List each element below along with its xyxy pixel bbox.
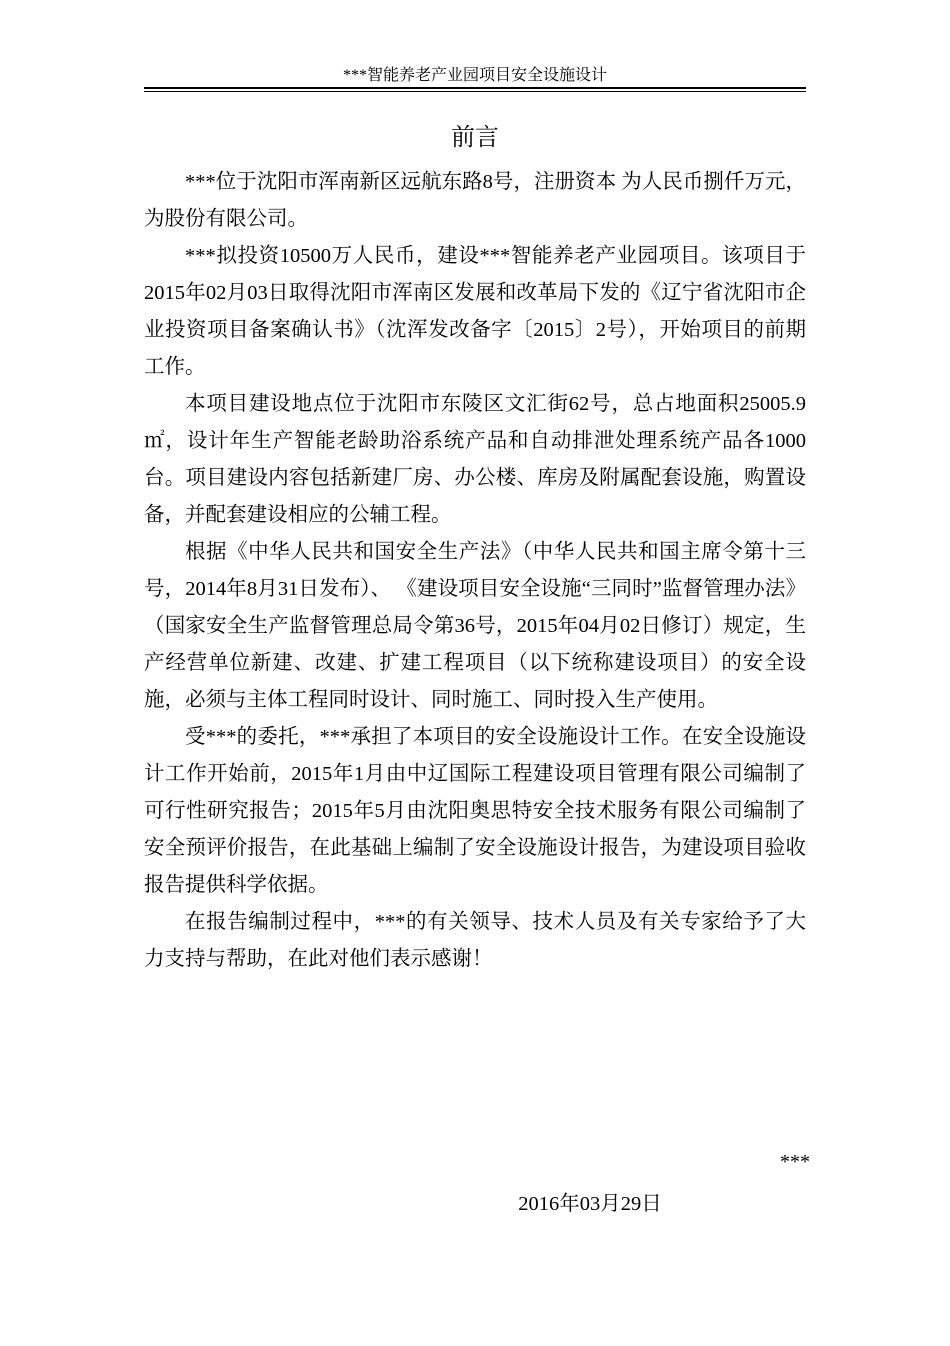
header-rule-thick xyxy=(144,87,806,89)
paragraph-investment: ***拟投资10500万人民币，建设***智能养老产业园项目。该项目于2015年02月03日取得沈阳市浑南区发展和改革局下发的《辽宁省沈阳市企业投资项目备案确认书》（沈浑发改备字〔2015〕2号），开始项目的前期工作。 xyxy=(144,245,806,378)
signer: *** xyxy=(780,1151,810,1173)
paragraph-regulations: 根据《中华人民共和国安全生产法》（中华人民共和国主席令第十三号，2014年8月31日发布）、 《建设项目安全设施“三同时”监督管理办法》（国家安全生产监督管理总局令第36号，2015年04月02日修订）规定，生产经营单位新建、改建、扩建工程项目（以下统称建设项目）的安全设施，必须与主体工程同时设计、同时施工、同时投入生产使用。 xyxy=(144,541,806,711)
running-header: ***智能养老产业园项目安全设施设计 xyxy=(342,67,607,84)
paragraph-acknowledgement: 在报告编制过程中，***的有关领导、技术人员及有关专家给予了大力支持与帮助，在此对他们表示感谢！ xyxy=(144,911,806,970)
document-body xyxy=(144,164,806,978)
signature-date: 2016年03月29日 xyxy=(518,1193,662,1215)
header-rule-thin xyxy=(144,91,806,92)
paragraph-site: 本项目建设地点位于沈阳市东陵区文汇街62号，总占地面积25005.9㎡，设计年生产智能老龄助浴系统产品和自动排泄处理系统产品各1000台。项目建设内容包括新建厂房、办公楼、库房及附属配套设施，购置设备，并配套建设相应的公辅工程。 xyxy=(144,393,806,526)
page-title: 前言 xyxy=(451,125,499,151)
paragraph-commission: 受***的委托，***承担了本项目的安全设施设计工作。在安全设施设计工作开始前，2015年1月由中辽国际工程建设项目管理有限公司编制了可行性研究报告；2015年5月由沈阳奥思特安全技术服务有限公司编制了安全预评价报告，在此基础上编制了安全设施设计报告，为建设项目验收报告提供科学依据。 xyxy=(144,726,806,896)
paragraph-company-intro: ***位于沈阳市浑南新区远航东路8号，注册资本 为人民币捌仟万元，为股份有限公司。 xyxy=(144,171,806,230)
